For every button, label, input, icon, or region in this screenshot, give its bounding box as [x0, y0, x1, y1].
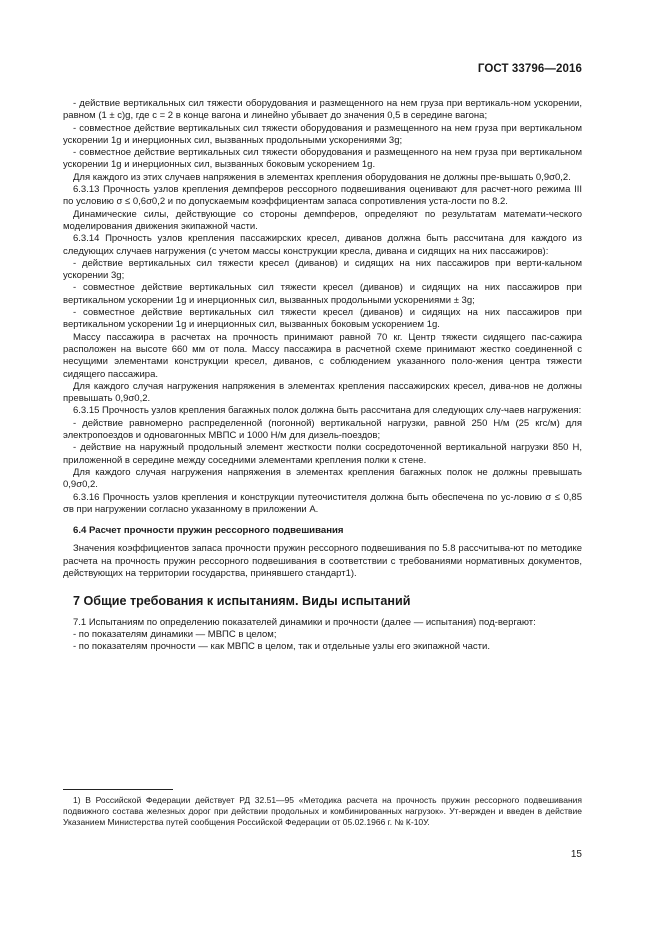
paragraph-text: Динамические силы, действующие со стороны демпферов, определяют по результатам математи-ческого моделирования движения экипажной части.: [63, 208, 582, 232]
paragraph: [63, 258, 582, 283]
paragraph-text: Для каждого случая нагружения напряжения в элементах крепления багажных полок не должны превышать 0,9σ0,2.: [63, 466, 582, 491]
paragraph-text: 7.1 Испытаниям по определению показателей динамики и прочности (далее — испытания) под-вергают:: [73, 616, 536, 628]
paragraph: [63, 442, 582, 467]
clause-6-3-16: [63, 492, 582, 517]
paragraph: [63, 381, 582, 406]
footnote-separator: [63, 789, 173, 790]
paragraph: [63, 467, 582, 492]
clause-6-3-14: [63, 233, 582, 258]
paragraph: [63, 209, 582, 234]
main-text: [63, 98, 582, 653]
paragraph-text: Массу пассажира в расчетах на прочность принимают равной 70 кг. Центр тяжести сидящего пас-сажира расположен на высоте 660 мм от пола. Массу пассажира в расчетной схеме принимают жестко соединенной с несущими элементами конструкции кресел, диванов, с соблюдением указанного поло-жения центра тяжести сидящего пассажира.: [63, 331, 582, 380]
page-number: 15: [570, 849, 582, 860]
footnote: [63, 795, 582, 828]
clause-6-3-15: [63, 405, 582, 417]
section-heading-7: 7 Общие требования к испытаниям. Виды испытаний: [73, 594, 411, 609]
paragraph: [63, 282, 582, 307]
paragraph: [63, 98, 582, 123]
list-item: [63, 641, 582, 653]
paragraph-text: 6.3.13 Прочность узлов крепления демпферов рессорного подвешивания оценивают для расчет-ного режима III по условию σ ≤ 0,6σ0,2 и по допускаемым коэффициентам запаса сопротивления уста-лости по 8.2.: [63, 184, 582, 208]
paragraph-text: - совместное действие вертикальных сил тяжести кресел (диванов) и сидящих на них пассажиров при вертикальном ускорении 1g и инерционных сил, вызванных боковым ускорением 1g.: [63, 307, 582, 331]
paragraph: [63, 147, 582, 172]
clause-7-1: [63, 617, 582, 629]
paragraph-text: - совместное действие вертикальных сил тяжести оборудования и размещенного на нем груза при вертикальном ускорении 1g и инерционных сил, вызванных боковым ускорением 1g.: [63, 147, 582, 171]
paragraph: [63, 123, 582, 148]
paragraph-text: 6.3.15 Прочность узлов крепления багажных полок должна быть рассчитана для следующих слу-чаев нагружения:: [73, 405, 582, 417]
paragraph: [63, 543, 582, 580]
paragraph-text: - действие равномерно распределенной (погонной) вертикальной нагрузки, равной 250 Н/м (25 кгс/м) для электропоездов и одновагонных МВПС и 1000 Н/м для дизель-поездов;: [63, 417, 582, 442]
paragraph-text: - по показателям динамики — МВПС в целом;: [73, 628, 277, 640]
paragraph-text: - по показателям прочности — как МВПС в целом, так и отдельные узлы его экипажной части.: [73, 641, 490, 653]
paragraph-text: - действие на наружный продольный элемент жесткости полки сосредоточенной вертикальной нагрузки 850 Н, приложенной в середине между соседними элементами крепления полки к стене.: [63, 442, 582, 466]
paragraph-text: - действие вертикальных сил тяжести кресел (диванов) и сидящих на них пассажиров при верти-кальном ускорении 3g;: [63, 257, 582, 282]
paragraph-text: Значения коэффициентов запаса прочности пружин рессорного подвешивания по 5.8 рассчитыва-ют по методике расчета на прочность пружин рессорного подвешивания в соответствии с требованиями нормативных документов, действующих на территории государства, принявшего стандарт1).: [63, 543, 582, 579]
paragraph-text: - действие вертикальных сил тяжести оборудования и размещенного на нем груза при вертикаль-ном ускорении, равном (1 ± c)g, где c = 2 в конце вагона и линейно убывает до значения 0,5 в середине вагона;: [63, 98, 582, 122]
paragraph-text: - совместное действие вертикальных сил тяжести оборудования и размещенного на нем груза при вертикальном ускорении 1g и инерционных сил, вызванных продольными ускорениями 3g;: [63, 122, 582, 146]
paragraph-text: - совместное действие вертикальных сил тяжести кресел (диванов) и сидящих на них пассажиров при вертикальном ускорении 1g и инерционных сил, вызванных продольными ускорениями ± 3g;: [63, 282, 582, 306]
paragraph: [63, 418, 582, 443]
paragraph: [63, 307, 582, 332]
paragraph-text: Для каждого случая нагружения напряжения в элементах крепления пассажирских кресел, дива-нов не должны превышать 0,9σ0,2.: [63, 380, 582, 405]
footnote-text: 1) В Российской Федерации действует РД 32.51—95 «Методика расчета на прочность пружин рессорного подвешивания подвижного состава железных дорог при действии продольных и комбинированных нагрузок». Ут-вержден и введен в действие Указанием Министерства путей сообщения Российской Федерации от 05.02.1966 г. № К-10У.: [63, 795, 582, 827]
paragraph: [63, 332, 582, 381]
page-header-standard-number: ГОСТ 33796—2016: [477, 63, 582, 75]
paragraph: [63, 172, 582, 184]
clause-6-3-13: [63, 184, 582, 209]
paragraph-text: 6.3.14 Прочность узлов крепления пассажирских кресел, диванов должна быть рассчитана для каждого из следующих случаев нагружения (с учетом массы конструкции кресла, дивана и сидящих на них пассажиров):: [63, 233, 582, 257]
list-item: [63, 629, 582, 641]
section-heading-6-4: 6.4 Расчет прочности пружин рессорного подвешивания: [73, 525, 344, 537]
paragraph-text: Для каждого из этих случаев напряжения в элементах крепления оборудования не должны пре-вышать 0,9σ0,2.: [73, 171, 571, 183]
paragraph-text: 6.3.16 Прочность узлов крепления и конструкции путеочистителя должна быть обеспечена по ус-ловию σ ≤ 0,85 σв при нагружении согласно указанному в приложении А.: [63, 491, 582, 515]
